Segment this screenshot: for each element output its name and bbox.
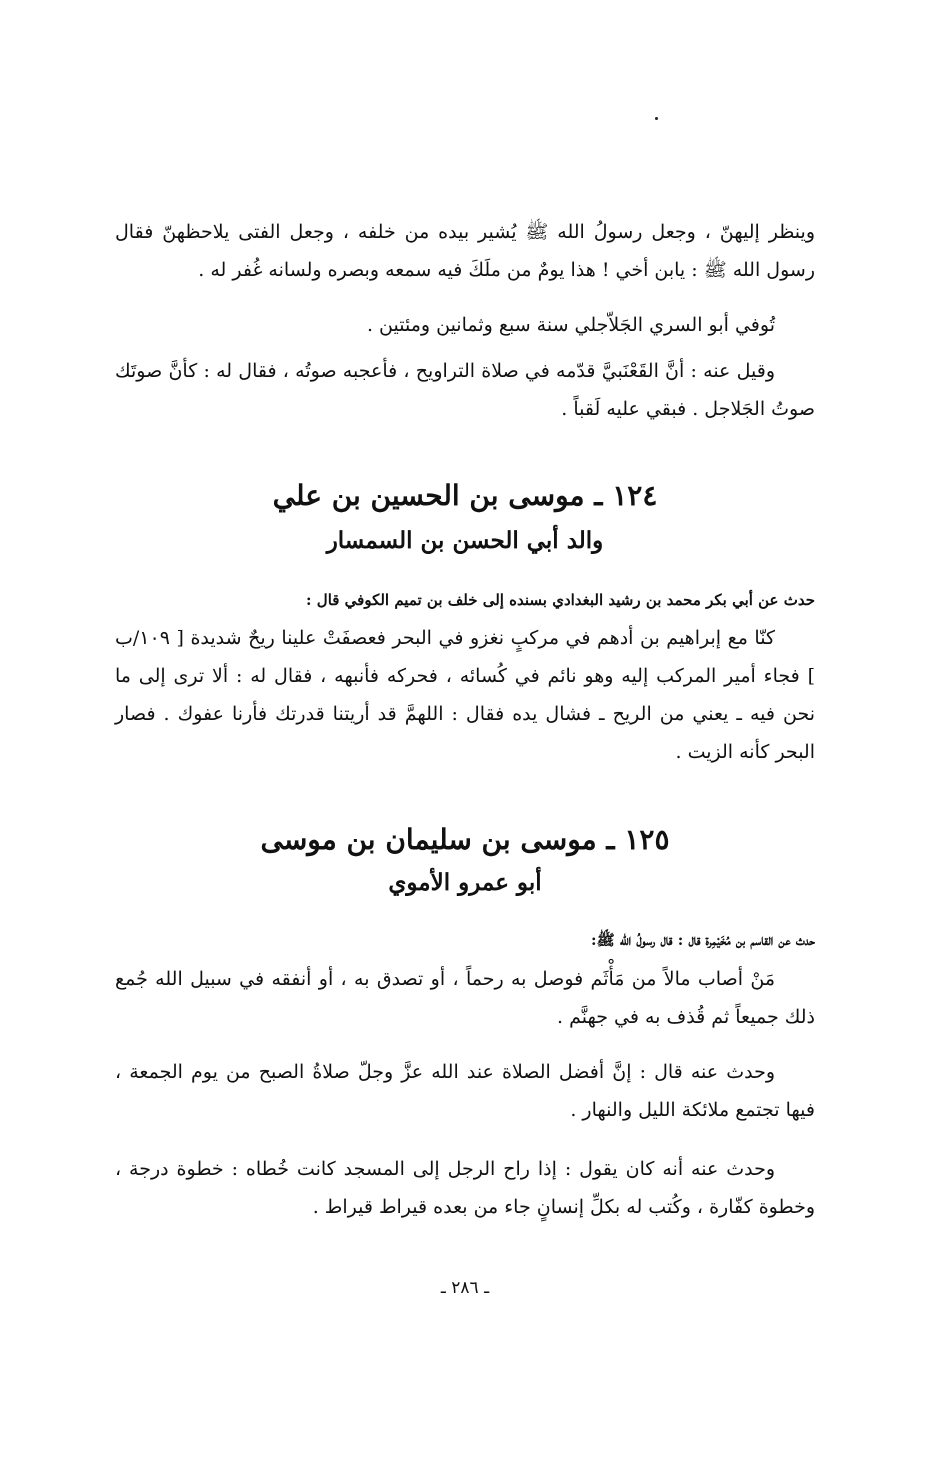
entry-125-intro: حدث عن القاسم بن مُخَيْمِرة قال : قال رسولُ الله ﷺ:	[591, 931, 815, 949]
entry-125-body-2: وحدث عنه قال : إنَّ أفضل الصلاة عند الله عزَّ وجلّ صلاةُ الصبح من يوم الجمعة ، فيها تجتمع ملائكة الليل والنهار .	[115, 1061, 815, 1121]
entry-124-subheading: والد أبي الحسن بن السمسار	[326, 527, 604, 554]
page-speck	[655, 117, 658, 120]
paragraph-death-note: تُوفي أبو السري الجَلاّجلي سنة سبع وثمانين ومئتين .	[366, 314, 775, 336]
entry-125-body-1: مَنْ أصاب مالاً من مَأْثَم فوصل به رحماً ، أو تصدق به ، أو أنفقه في سبيل الله جُمع ذلك جميعاً ثم قُذف به في جهنَّم .	[115, 968, 815, 1028]
page-number: ـ ٢٨٦ ـ	[440, 1278, 490, 1298]
entry-125-heading: ١٢٥ ـ موسى بن سليمان بن موسى	[260, 823, 670, 856]
entry-125-body-3: وحدث عنه أنه كان يقول : إذا راح الرجل إلى المسجد كانت خُطاه : خطوة درجة ، وخطوة كفّارة ، وكُتب له بكلِّ إنسانٍ جاء من بعده قيراط قيراط .	[115, 1158, 815, 1218]
entry-124-intro: حدث عن أبي بكر محمد بن رشيد البغدادي بسنده إلى خلف بن تميم الكوفي قال :	[306, 591, 815, 609]
entry-125-subheading: أبو عمرو الأموي	[388, 869, 542, 896]
entry-124-body: كنّا مع إبراهيم بن أدهم في مركبٍ نغزو في البحر فعصفَتْ علينا ريحٌ شديدة [ ١٠٩/ب ] فجاء أمير المركب إليه وهو نائم في كُسائه ، فحركه فأنبهه ، فقال له : ألا ترى إلى ما نحن فيه ـ يعني من الريح ـ فشال يده فقال : اللهمَّ قد أريتنا قدرتك فأرنا عفوك . فصار البحر كأنه الزيت .	[115, 627, 815, 763]
paragraph-nickname-story: وقيل عنه : أنَّ القَعْنَبيَّ قدّمه في صلاة التراويح ، فأعجبه صوتُه ، فقال له : كأنَّ صوتَك صوتُ الجَلاجل . فبقي عليه لَقباً .	[115, 360, 815, 420]
entry-124-heading: ١٢٤ ـ موسى بن الحسين بن علي	[272, 479, 658, 512]
paragraph-continuation: وينظر إليهنّ ، وجعل رسولُ الله ﷺ يُشير بيده من خلفه ، وجعل الفتى يلاحظهنّ فقال رسول الله ﷺ : يابن أخي ! هذا يومٌ من ملَكَ فيه سمعه وبصره ولسانه غُفر له .	[115, 221, 815, 281]
